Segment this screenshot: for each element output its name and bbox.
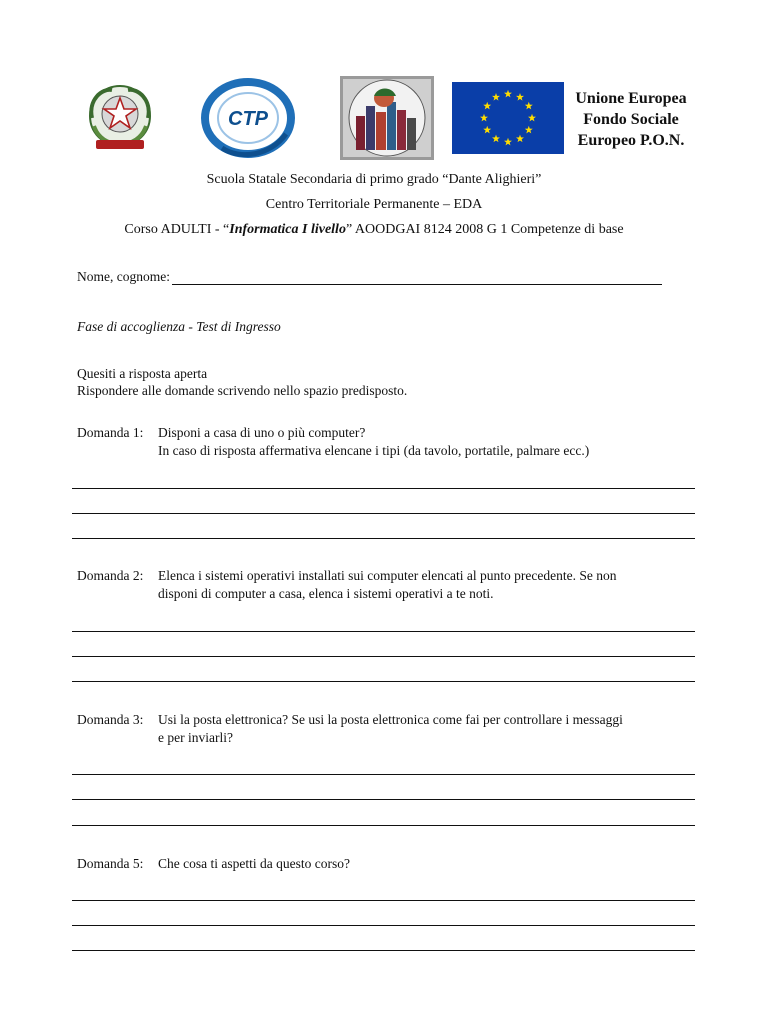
answer-line[interactable] bbox=[72, 538, 695, 539]
answer-line[interactable] bbox=[72, 825, 695, 826]
eu-text-line-3: Europeo P.O.N. bbox=[577, 132, 685, 149]
course-line bbox=[0, 222, 748, 238]
answer-line[interactable] bbox=[72, 681, 695, 682]
ctp-logo bbox=[200, 78, 296, 158]
answer-line[interactable] bbox=[72, 631, 695, 632]
question-text: Che cosa ti aspetti da questo corso? bbox=[158, 856, 350, 871]
answer-line[interactable] bbox=[72, 900, 695, 901]
instructions-line-1: Quesiti a risposta aperta bbox=[77, 366, 208, 381]
eu-flag bbox=[452, 82, 564, 154]
question-text: In caso di risposta affermativa elencane i tipi (da tavolo, portatile, palmare ecc.) bbox=[158, 443, 590, 458]
eu-text bbox=[566, 88, 696, 151]
question-text: Elenca i sistemi operativi installati sui computer elencati al punto precedente. Se non bbox=[158, 568, 617, 583]
answer-line[interactable] bbox=[72, 950, 695, 951]
answer-line[interactable] bbox=[72, 513, 695, 514]
course-prefix: Corso ADULTI - “ bbox=[124, 222, 230, 237]
svg-text:CTP: CTP bbox=[228, 108, 268, 130]
question-text: Disponi a casa di uno o più computer? bbox=[158, 425, 366, 440]
question-5 bbox=[77, 855, 350, 873]
question-text: e per inviarli? bbox=[158, 730, 233, 745]
question-2 bbox=[77, 567, 616, 603]
name-field[interactable] bbox=[172, 270, 662, 285]
repubblica-italiana-emblem bbox=[82, 80, 158, 156]
question-text: disponi di computer a casa, elenca i sistemi operativi a te noti. bbox=[158, 586, 494, 601]
centre-line: Centro Territoriale Permanente – EDA bbox=[265, 197, 483, 212]
question-1 bbox=[77, 424, 589, 460]
answer-line[interactable] bbox=[72, 799, 695, 800]
question-label: Domanda 3: bbox=[77, 712, 144, 727]
name-row bbox=[77, 269, 662, 285]
school-logo bbox=[340, 76, 434, 160]
question-label: Domanda 2: bbox=[77, 568, 144, 583]
school-line: Scuola Statale Secondaria di primo grado “Dante Alighieri” bbox=[206, 172, 542, 187]
answer-line[interactable] bbox=[72, 774, 695, 775]
question-label: Domanda 1: bbox=[77, 425, 144, 440]
answer-line[interactable] bbox=[72, 488, 695, 489]
eu-text-line-1: Unione Europea bbox=[575, 90, 687, 107]
instructions-line-2: Rispondere alle domande scrivendo nello spazio predisposto. bbox=[77, 383, 408, 398]
question-3 bbox=[77, 711, 623, 747]
answer-line[interactable] bbox=[72, 656, 695, 657]
name-label: Nome, cognome: bbox=[77, 269, 170, 284]
question-text: Usi la posta elettronica? Se usi la posta elettronica come fai per controllare i messaggi bbox=[158, 712, 623, 727]
course-title: Informatica I livello bbox=[229, 222, 346, 237]
course-suffix: ” AOODGAI 8124 2008 G 1 Competenze di base bbox=[345, 222, 624, 237]
answer-line[interactable] bbox=[72, 925, 695, 926]
eu-text-line-2: Fondo Sociale bbox=[583, 111, 679, 128]
question-label: Domanda 5: bbox=[77, 856, 144, 871]
phase-title: Fase di accoglienza - Test di Ingresso bbox=[77, 319, 281, 334]
